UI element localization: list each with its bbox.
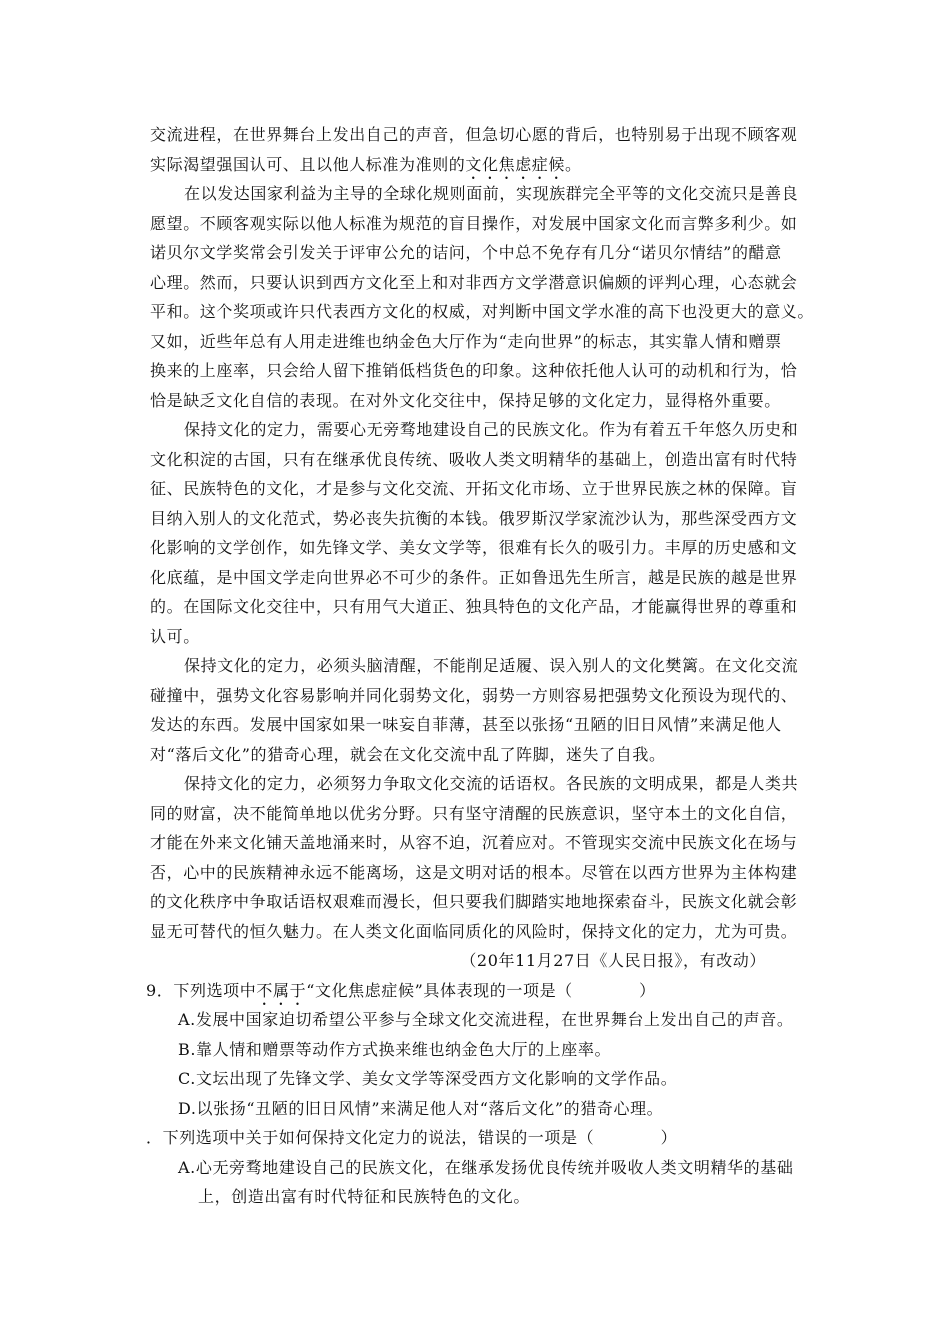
passage-line: 恰是缺乏文化自信的表现。在对外文化交往中，保持足够的文化定力，显得格外重要。 (150, 390, 781, 410)
passage-line: 换来的上座率，只会给人留下推销低档货色的印象。这种依托他人认可的动机和行为，恰 (150, 361, 798, 380)
passage-line: 又如，近些年总有人用走进维也纳金色大厅作为“走向世界”的标志，其实靠人情和赠票 (150, 331, 782, 351)
passage-line (150, 150, 810, 180)
passage-line: 心理。然而，只要认识到西方文化至上和对非西方文学潜意识偏颇的评判心理，心态就会 (150, 272, 798, 292)
question-stem-text: “文化焦虑症候”具体表现的一项是（ ） (306, 980, 656, 1000)
passage-line: 同的财富，决不能简单地以优劣分野。只有坚守清醒的民族意识，坚守本土的文化自信， (150, 803, 798, 823)
question-stem-text: 9．下列选项中 (146, 980, 257, 1000)
passage-line: 显无可替代的恒久魅力。在人类文化面临同质化的风险时，保持文化的定力，尤为可贵。 (150, 921, 798, 941)
passage-line: 否，心中的民族精神永远不能离场，这是文明对话的根本。尽管在以西方世界为主体构建 (150, 862, 798, 882)
option-b: B.靠人情和赠票等动作方式换来维也纳金色大厅的上座率。 (178, 1039, 612, 1059)
passage-line: 化影响的文学创作，如先锋文学、美女文学等，很难有长久的吸引力。丰厚的历史感和文 (150, 538, 798, 557)
passage-line: 保持文化的定力，必须头脑清醒，不能削足适履、误入别人的文化樊篱。在文化交流 (184, 656, 799, 675)
passage-line: 的。在国际文化交往中，只有用气大道正、独具特色的文化产品，才能赢得世界的尊重和 (150, 597, 798, 616)
option-a: A.心无旁骛地建设自己的民族文化，在继承发扬优良传统并吸收人类文明精华的基础 (178, 1157, 794, 1177)
option-d: D.以张扬“丑陋的旧日风情”来满足他人对“落后文化”的猎奇心理。 (178, 1098, 664, 1118)
passage-line: 才能在外来文化铺天盖地涌来时，从容不迫，沉着应对。不管现实交流中民族文化在场与 (150, 833, 798, 852)
passage-line: 交流进程，在世界舞台上发出自己的声音，但急切心愿的背后，也特别易于出现不顾客观 (150, 125, 798, 144)
passage-line: 对“落后文化”的猎奇心理，就会在文化交流中乱了阵脚，迷失了自我。 (150, 744, 666, 764)
passage-line: 在以发达国家利益为主导的全球化规则面前，实现族群完全平等的文化交流只是善良 (184, 184, 799, 203)
passage-source: （20年11月27日《人民日报》，有改动） (460, 951, 766, 970)
passage-line: 认可。 (150, 626, 200, 646)
passage-line: 平和。这个奖项或许只代表西方文化的权威，对判断中国文学水准的高下也没更大的意义。 (150, 302, 815, 321)
reading-passage (150, 120, 815, 976)
option-c: C.文坛出现了先锋文学、美女文学等深受西方文化影响的文学作品。 (178, 1069, 678, 1088)
passage-line: 的文化秩序中争取话语权艰难而漫长，但只要我们脚踏实地地探索奋斗，民族文化就会彰 (150, 892, 798, 911)
passage-text: 。 (565, 154, 582, 174)
emphasized-term: 不属于 (256, 980, 307, 1000)
exam-page (146, 120, 815, 1212)
passage-text: 实际渴望强国认可、且以他人标准为准则的 (150, 154, 466, 174)
question-stem (146, 976, 810, 1006)
passage-line: 征、民族特色的文化，才是参与文化交流、开拓文化市场、立于世界民族之林的保障。盲 (150, 479, 798, 498)
passage-line: 化底蕴，是中国文学走向世界必不可少的条件。正如鲁迅先生所言，越是民族的越是世界 (150, 567, 798, 587)
question-stem: ．下列选项中关于如何保持文化定力的说法，错误的一项是（ ） (146, 1128, 678, 1147)
option-a-continuation: 上，创造出富有时代特征和民族特色的文化。 (198, 1187, 531, 1206)
emphasized-term: 文化焦虑症候 (465, 154, 566, 174)
passage-line: 诺贝尔文学奖常会引发关于评审公允的诘问，个中总不免存有几分“诺贝尔情结”的醋意 (150, 243, 782, 262)
passage-line: 保持文化的定力，必须努力争取文化交流的话语权。各民族的文明成果，都是人类共 (184, 774, 799, 793)
question-10 (146, 1123, 810, 1212)
option-a: A.发展中国家迫切希望公平参与全球文化交流进程，在世界舞台上发出自己的声音。 (178, 1010, 794, 1029)
passage-line: 碰撞中，强势文化容易影响并同化弱势文化，弱势一方则容易把强势文化预设为现代的、 (150, 685, 798, 705)
passage-line: 目纳入别人的文化范式，势必丧失抗衡的本钱。俄罗斯汉学家流沙认为，那些深受西方文 (150, 508, 798, 528)
passage-line: 愿望。不顾客观实际以他人标准为规范的盲目操作，对发展中国家文化而言弊多利少。如 (150, 213, 798, 233)
question-9 (146, 976, 810, 1124)
passage-line: 文化积淀的古国，只有在继承优良传统、吸收人类文明精华的基础上，创造出富有时代特 (150, 449, 798, 469)
passage-line: 发达的东西。发展中国家如果一味妄自菲薄，甚至以张扬“丑陋的旧日风情”来满足他人 (150, 715, 782, 734)
passage-line: 保持文化的定力，需要心无旁骛地建设自己的民族文化。作为有着五千年悠久历史和 (184, 420, 799, 439)
